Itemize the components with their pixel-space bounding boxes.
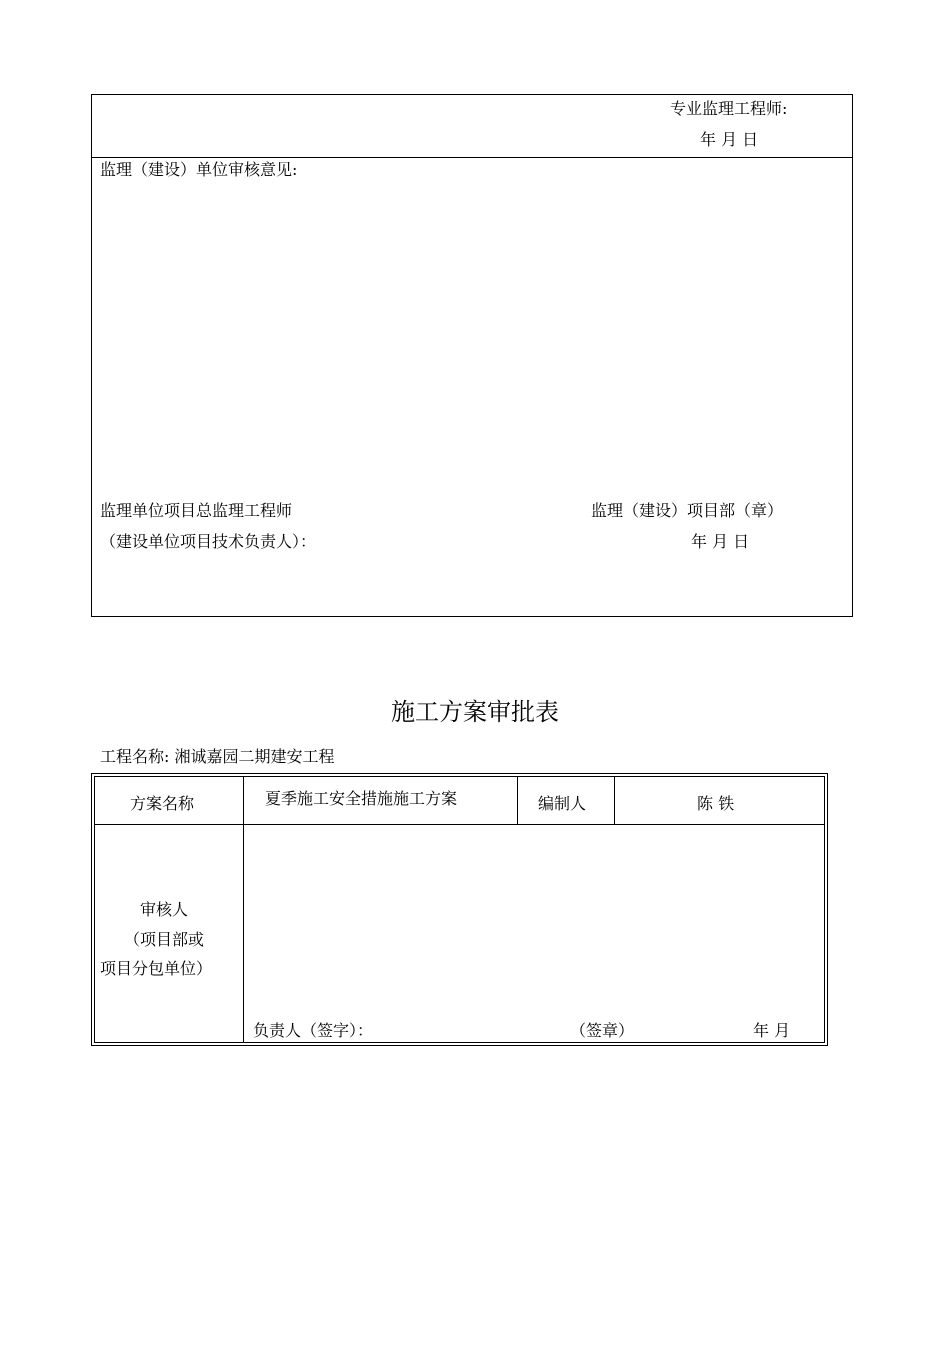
responsible-sign-label: 负责人（签字）：	[253, 1021, 374, 1040]
project-dept-stamp-label: 监理（建设）项目部（章）	[591, 501, 784, 520]
plan-name-value: 夏季施工安全措施施工方案	[265, 789, 458, 808]
stamp-date-line: 年 月 日	[691, 532, 750, 551]
engineer-date-line: 年 月 日	[700, 130, 759, 149]
approval-table	[91, 773, 828, 1046]
label-column-divider	[243, 777, 244, 1042]
section-divider	[92, 157, 852, 158]
compiler-label: 编制人	[538, 794, 587, 813]
plan-name-label: 方案名称	[130, 794, 195, 813]
reviewer-label-line2: （项目部或	[124, 930, 205, 949]
specialist-engineer-label: 专业监理工程师:	[670, 99, 788, 118]
reviewer-label: 审核人	[140, 900, 189, 919]
supervision-opinion-label: 监理（建设）单位审核意见:	[100, 160, 298, 179]
chief-engineer-label: 监理单位项目总监理工程师	[100, 501, 293, 520]
tech-lead-label: （建设单位项目技术负责人）：	[100, 532, 317, 551]
compiler-value-divider	[614, 777, 615, 824]
compiler-value: 陈 铁	[697, 794, 735, 813]
reviewer-label-line3: 项目分包单位）	[100, 959, 213, 978]
approval-date-line: 年 月	[753, 1021, 791, 1040]
seal-label: （签章）	[570, 1021, 635, 1040]
form-title: 施工方案审批表	[391, 698, 559, 726]
header-row-divider	[95, 824, 824, 825]
project-name-label: 工程名称: 湘诚嘉园二期建安工程	[100, 747, 335, 766]
compiler-column-divider	[517, 777, 518, 824]
approval-table-inner	[94, 776, 825, 1043]
